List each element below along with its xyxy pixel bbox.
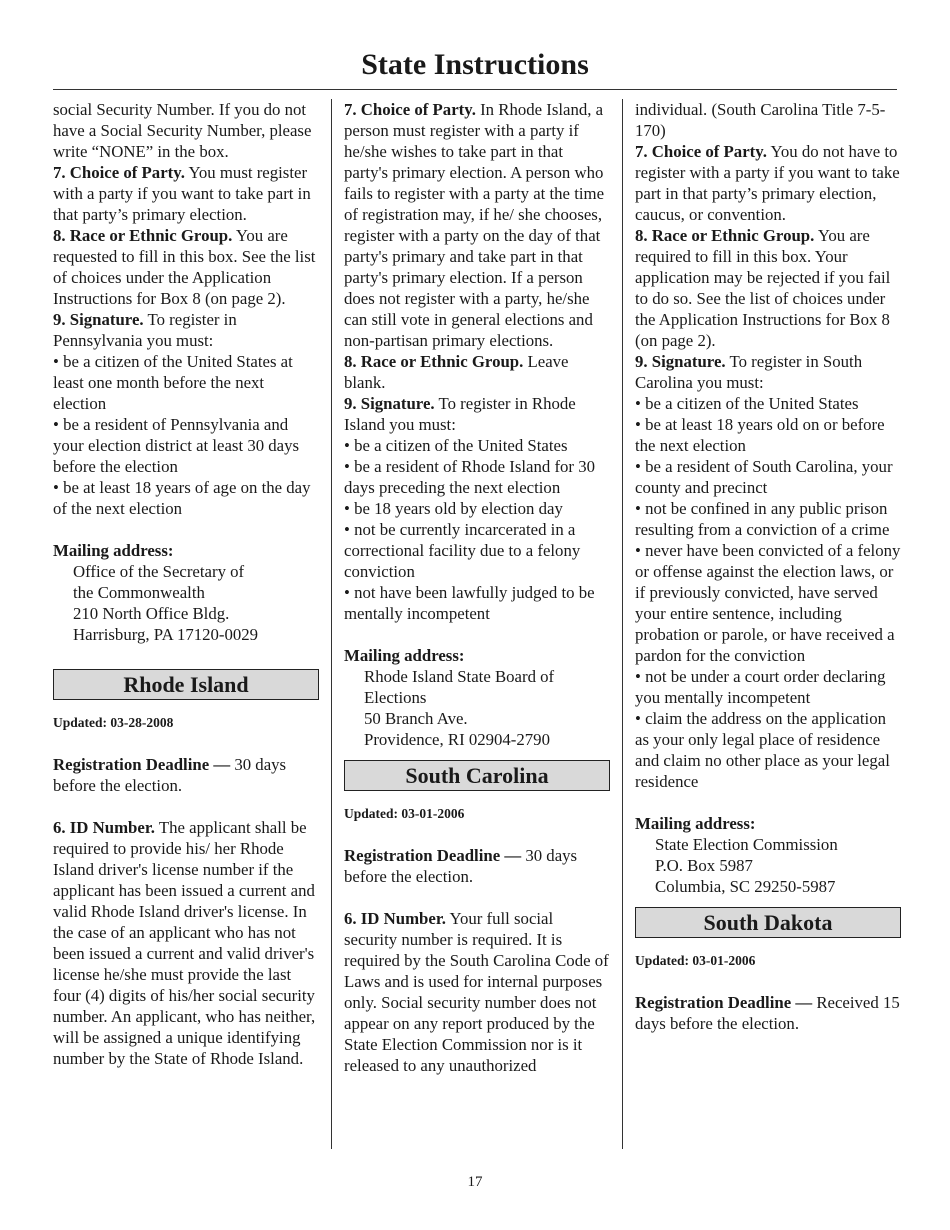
sc-bullet: • never have been convicted of a felony or offense against the election laws, or if previously convicted, have served your entire sentence, including probation or parole, or have received a pardon for the conviction <box>635 541 901 665</box>
pa-mailing-line: 210 North Office Bldg. <box>73 604 230 623</box>
pa-bullet: • be a resident of Pennsylvania and your election district at least 30 days before the election <box>53 415 300 476</box>
ri-mailing-line: Rhode Island State Board of <box>364 667 555 686</box>
sc-updated-date: Updated: 03-01-2006 <box>344 806 465 821</box>
ri-bullet: • not have been lawfully judged to be mentally incompetent <box>344 583 595 623</box>
sc-id-continued: individual. (South Carolina Title 7-5-170) <box>635 100 886 140</box>
sc-mailing-line: Columbia, SC 29250-5987 <box>655 877 836 896</box>
column-divider-2 <box>622 99 623 1149</box>
sc-bullet: • not be under a court order declaring you mentally incompetent <box>635 667 886 707</box>
ri-mailing-line: 50 Branch Ave. <box>364 709 468 728</box>
column-3 <box>635 99 901 1034</box>
ri-race-ethnic: 8. Race or Ethnic Group. Leave blank. <box>344 352 569 392</box>
ri-mailing-heading: Mailing address: <box>344 646 465 665</box>
sc-mailing-heading: Mailing address: <box>635 814 756 833</box>
sc-bullet: • be at least 18 years old on or before the next election <box>635 415 885 455</box>
ri-signature: 9. Signature. To register in Rhode Island you must: <box>344 394 576 434</box>
state-header-south-carolina: South Carolina <box>344 760 610 791</box>
page-title: State Instructions <box>361 48 589 81</box>
pa-choice-of-party: 7. Choice of Party. You must register with a party if you want to take part in that party’s primary election. <box>53 163 311 224</box>
ri-registration-deadline: Registration Deadline — 30 days before the election. <box>53 755 287 795</box>
pa-mailing-line: Office of the Secretary of <box>73 562 245 581</box>
sc-registration-deadline: Registration Deadline — 30 days before the election. <box>344 846 578 886</box>
ri-bullet: • be 18 years old by election day <box>344 499 563 518</box>
pa-mailing-line: Harrisburg, PA 17120-0029 <box>73 625 259 644</box>
ri-choice-of-party: 7. Choice of Party. In Rhode Island, a person must register with a party if he/she wishes to take part in that party's primary election. A person who fails to register with a party at the time of registration may, if he/ she chooses, register with a party on the day of that party's primary and take part in that party's primary election. If a person does not register with a party, he/she can still vote in general elections and non-partisan primary elections. <box>344 100 605 350</box>
ri-bullet: • be a citizen of the United States <box>344 436 568 455</box>
pa-ssn-text: social Security Number. If you do not have a Social Security Number, please write “NONE” in the box. <box>53 100 312 161</box>
pa-bullet: • be at least 18 years of age on the day of the next election <box>53 478 311 518</box>
sc-race-ethnic: 8. Race or Ethnic Group. You are required to fill in this box. Your application may be rejected if you fail to do so. See the list of choices under the Application Instructions for Box 8 (on page 2). <box>635 226 891 350</box>
ri-mailing-line: Providence, RI 02904-2790 <box>364 730 550 749</box>
page-number: 17 <box>467 1174 483 1190</box>
state-header-rhode-island: Rhode Island <box>53 669 319 700</box>
column-2 <box>344 99 610 1076</box>
pa-race-ethnic: 8. Race or Ethnic Group. You are requested to fill in this box. See the list of choices under the Application Instructions for Box 8 (on page 2). <box>53 226 316 308</box>
sd-registration-deadline: Registration Deadline — Received 15 days before the election. <box>635 993 900 1033</box>
sc-bullet: • claim the address on the application as your only legal place of residence and claim no other place as your legal residence <box>635 709 890 791</box>
sc-bullet: • not be confined in any public prison resulting from a conviction of a crime <box>635 499 890 539</box>
pa-mailing-line: the Commonwealth <box>73 583 205 602</box>
sc-id-number: 6. ID Number. Your full social security number is required. It is required by the South Carolina Code of Laws and is used for internal purposes only. Social security number does not appear on any report produced by the State Election Commission nor is it released to any unauthorized <box>344 909 609 1075</box>
column-divider-1 <box>331 99 332 1149</box>
sc-signature: 9. Signature. To register in South Carolina you must: <box>635 352 863 392</box>
column-1 <box>53 99 319 1069</box>
ri-bullet: • be a resident of Rhode Island for 30 days preceding the next election <box>344 457 595 497</box>
title-rule <box>53 89 897 90</box>
pa-mailing-heading: Mailing address: <box>53 541 174 560</box>
sd-updated-date: Updated: 03-01-2006 <box>635 953 756 968</box>
sc-bullet: • be a citizen of the United States <box>635 394 859 413</box>
state-header-south-dakota: South Dakota <box>635 907 901 938</box>
sc-bullet: • be a resident of South Carolina, your county and precinct <box>635 457 893 497</box>
ri-id-number: 6. ID Number. The applicant shall be required to provide his/ her Rhode Island driver's license number if the applicant has been issued a current and valid Rhode Island driver's license. In the case of an applicant who has not been issued a current and valid driver's license he/she must provide the last four (4) digits of his/her social security number. An applicant, who has neither, will be assigned a unique identifying number by the State of Rhode Island. <box>53 818 316 1068</box>
ri-mailing-line: Elections <box>364 688 427 707</box>
sc-mailing-line: State Election Commission <box>655 835 838 854</box>
pa-signature: 9. Signature. To register in Pennsylvania you must: <box>53 310 237 350</box>
sc-mailing-line: P.O. Box 5987 <box>655 856 753 875</box>
sc-choice-of-party: 7. Choice of Party. You do not have to register with a party if you want to take part in that party’s primary election, caucus, or convention. <box>635 142 900 224</box>
ri-bullet: • not be currently incarcerated in a correctional facility due to a felony conviction <box>344 520 581 581</box>
pa-bullet: • be a citizen of the United States at least one month before the next election <box>53 352 293 413</box>
ri-updated-date: Updated: 03-28-2008 <box>53 715 174 730</box>
